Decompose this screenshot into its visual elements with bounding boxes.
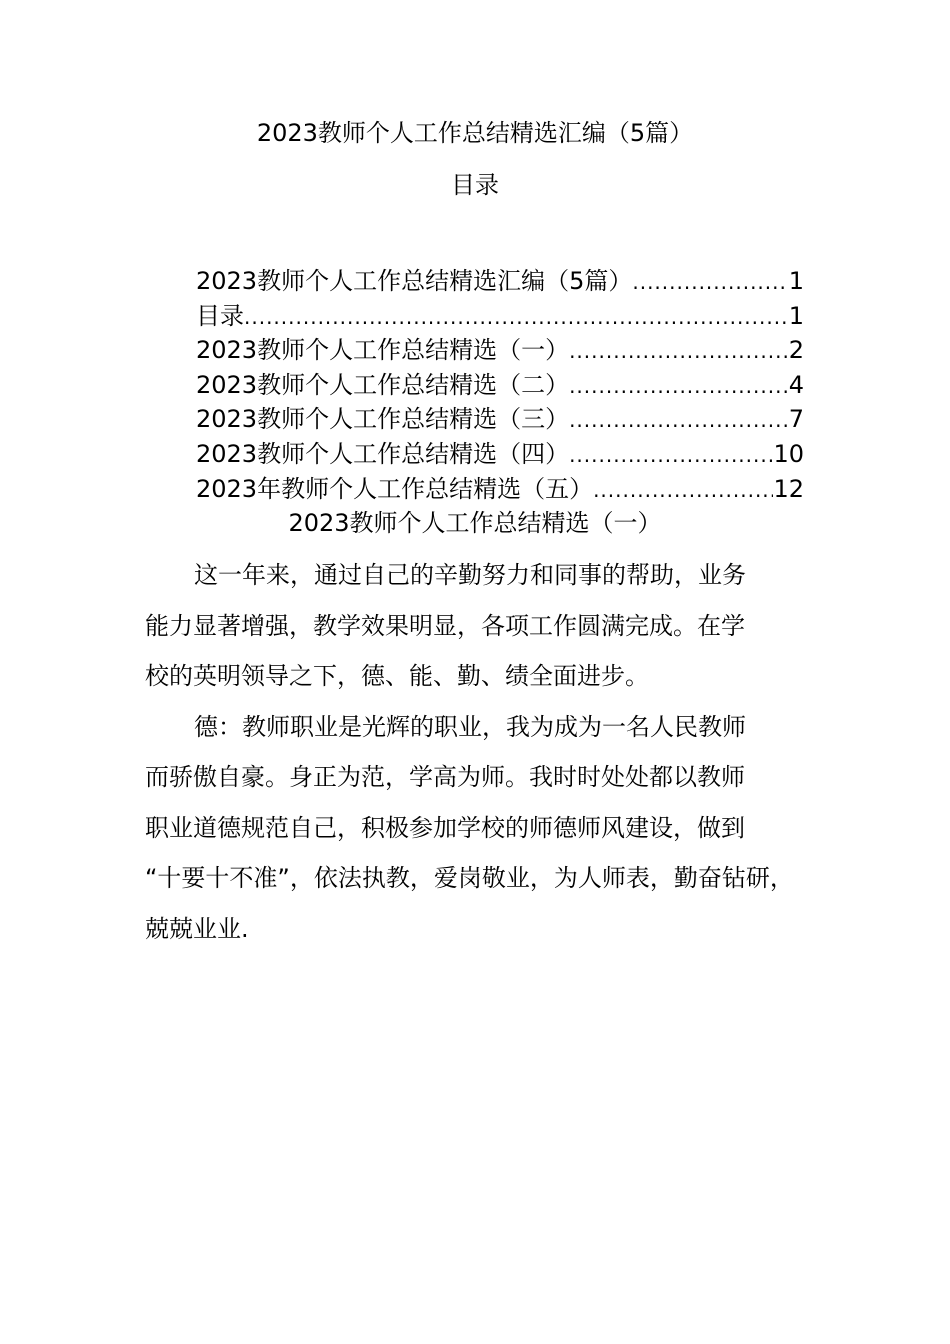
- toc-entry-label: 2023教师个人工作总结精选（三）: [196, 405, 570, 434]
- toc-entry-page: 10: [773, 439, 804, 468]
- paragraph-line: 而骄傲自豪。身正为范，学高为师。我时时处处都以教师: [145, 763, 745, 791]
- toc-leader-dots: [593, 473, 773, 507]
- paragraph-line: 能力显著增强，教学效果明显，各项工作圆满完成。在学: [145, 611, 745, 640]
- toc-entry[interactable]: [196, 264, 804, 299]
- toc-entry-label: 2023教师个人工作总结精选汇编（5篇）: [196, 267, 633, 295]
- section-heading: 2023教师个人工作总结精选（一）: [288, 509, 662, 537]
- toc-entry-page: 1: [788, 267, 804, 295]
- table-of-contents: [196, 264, 804, 506]
- toc-entry-page: 1: [788, 301, 804, 330]
- toc-leader-dots: [632, 265, 788, 299]
- paragraph-line: 这一年来，通过自己的辛勤努力和同事的帮助，业务: [194, 561, 746, 589]
- toc-entry-label: 2023年教师个人工作总结精选（五）: [196, 474, 594, 503]
- toc-entry-page: 12: [773, 474, 804, 503]
- section-body: [145, 550, 835, 954]
- toc-entry-page: 2: [788, 336, 804, 365]
- toc-entry-label: 2023教师个人工作总结精选（二）: [196, 370, 570, 399]
- toc-leader-dots: [569, 403, 789, 437]
- toc-entry-label: 目录: [196, 301, 244, 330]
- toc-entry[interactable]: [196, 472, 804, 507]
- toc-leader-dots: [244, 300, 789, 334]
- toc-leader-dots: [569, 438, 773, 472]
- document-title: 2023教师个人工作总结精选汇编（5篇）: [256, 119, 694, 147]
- toc-entry-page: 4: [788, 370, 804, 399]
- toc-entry[interactable]: [196, 333, 804, 368]
- toc-entry[interactable]: [196, 368, 804, 403]
- toc-leader-dots: [569, 369, 789, 403]
- paragraph-line: 兢兢业业.: [145, 914, 249, 943]
- toc-entry[interactable]: [196, 437, 804, 472]
- toc-entry[interactable]: [196, 402, 804, 437]
- toc-entry[interactable]: [196, 299, 804, 334]
- toc-entry-page: 7: [788, 405, 804, 434]
- paragraph-line: “十要十不准”，依法执教，爱岗敬业，为人师表，勤奋钻研，: [145, 864, 794, 892]
- paragraph-line: 德：教师职业是光辉的职业，我为成为一名人民教师: [194, 712, 746, 741]
- toc-entry-label: 2023教师个人工作总结精选（四）: [196, 439, 570, 468]
- toc-leader-dots: [569, 334, 789, 368]
- body-paragraph: [145, 702, 835, 955]
- toc-heading: 目录: [451, 171, 499, 199]
- body-paragraph: [145, 550, 835, 702]
- toc-entry-label: 2023教师个人工作总结精选（一）: [196, 336, 570, 365]
- paragraph-line: 校的英明领导之下，德、能、勤、绩全面进步。: [145, 662, 649, 690]
- paragraph-line: 职业道德规范自己，积极参加学校的师德师风建设，做到: [145, 813, 745, 842]
